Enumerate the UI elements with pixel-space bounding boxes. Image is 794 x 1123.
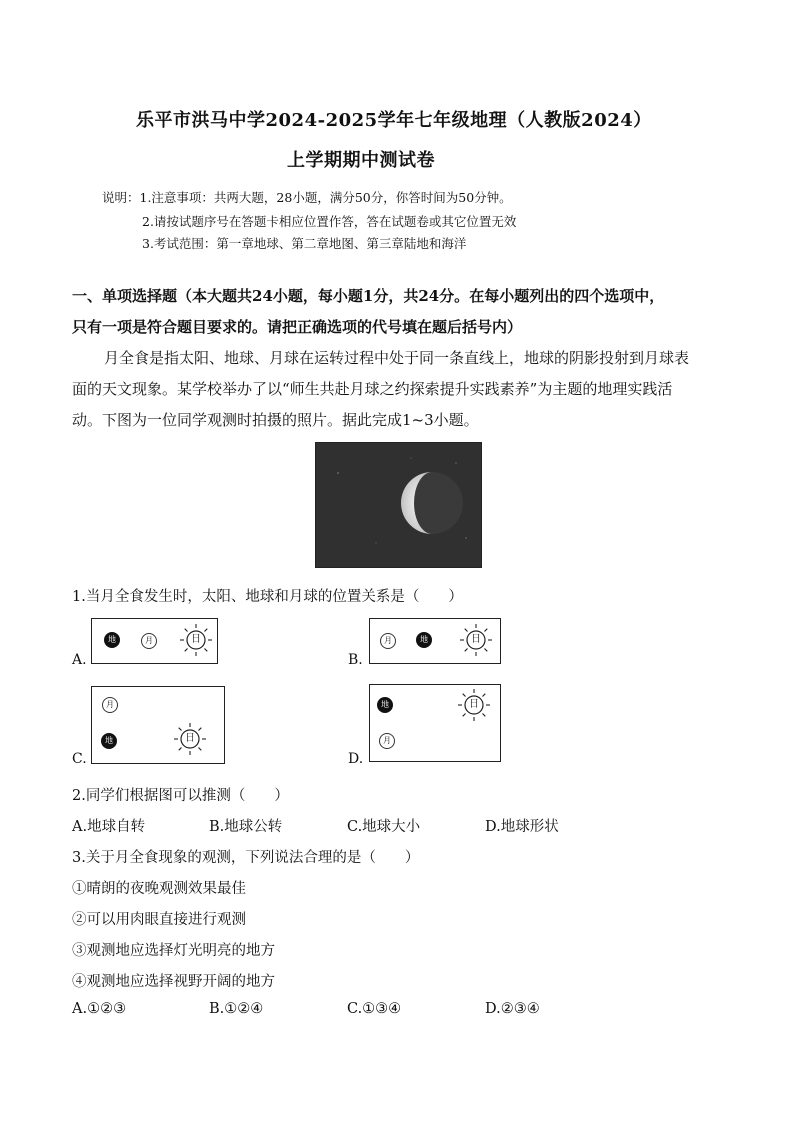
- q2-option-b[interactable]: B.地球公转: [209, 819, 283, 835]
- moon-icon: 月: [141, 633, 157, 649]
- q3-option-d[interactable]: D.②③④: [485, 1001, 540, 1017]
- q3-statement-3: ③观测地应选择灯光明亮的地方: [72, 943, 275, 959]
- note-line-2: 2.请按试题序号在答题卡相应位置作答，答在试题卷或其它位置无效: [142, 214, 517, 229]
- option-a-diagram[interactable]: [91, 618, 218, 664]
- option-b-diagram[interactable]: [369, 618, 501, 664]
- q2-option-d[interactable]: D.地球形状: [485, 819, 559, 835]
- moon-icon: 月: [380, 633, 396, 649]
- q3-option-a[interactable]: A.①②③: [72, 1001, 127, 1017]
- earth-icon: 地: [104, 632, 120, 648]
- sun-label: 日: [471, 634, 481, 645]
- q3-statement-4: ④观测地应选择视野开阔的地方: [72, 974, 275, 990]
- lunar-eclipse-photo: [315, 442, 482, 568]
- crescent-moon-image: [316, 443, 481, 567]
- earth-icon: 地: [416, 632, 432, 648]
- q3-option-c[interactable]: C.①③④: [347, 1001, 402, 1017]
- option-d-diagram[interactable]: [369, 684, 501, 762]
- option-d-label[interactable]: D.: [348, 751, 364, 767]
- q3-statement-2: ②可以用肉眼直接进行观测: [72, 912, 246, 928]
- option-b-label[interactable]: B.: [348, 652, 363, 668]
- option-c-diagram[interactable]: [91, 686, 225, 764]
- sun-label: 日: [191, 634, 201, 645]
- moon-icon: 月: [379, 733, 395, 749]
- sun-label: 日: [185, 733, 195, 744]
- q3-statement-1: ①晴朗的夜晚观测效果最佳: [72, 881, 246, 897]
- passage-line3: 动。下图为一位同学观测时拍摄的照片。据此完成1~3小题。: [72, 411, 479, 429]
- option-c-label[interactable]: C.: [72, 751, 87, 767]
- option-a-label[interactable]: A.: [72, 652, 87, 668]
- q2-option-c[interactable]: C.地球大小: [347, 819, 421, 835]
- note-line-3: 3.考试范围：第一章地球、第二章地图、第三章陆地和海洋: [142, 236, 467, 251]
- earth-icon: 地: [377, 697, 393, 713]
- exam-title-line2: 上学期期中测试卷: [287, 150, 435, 171]
- question-1-stem: 1.当月全食发生时，太阳、地球和月球的位置关系是（ ）: [72, 589, 463, 605]
- note-line-1: 说明：1.注意事项：共两大题，28小题，满分50分，你答时间为50分钟。: [102, 190, 512, 205]
- passage-line1: 月全食是指太阳、地球、月球在运转过程中处于同一条直线上，地球的阴影投射到月球表: [104, 349, 690, 367]
- earth-icon: 地: [101, 733, 117, 749]
- sun-label: 日: [469, 699, 479, 710]
- question-3-stem: 3.关于月全食现象的观测，下列说法合理的是（ ）: [72, 850, 420, 866]
- moon-icon: 月: [102, 697, 118, 713]
- q3-option-b[interactable]: B.①②④: [209, 1001, 264, 1017]
- passage-line2: 面的天文现象。某学校举办了以“师生共赴月球之约探索提升实践素养”为主题的地理实践活: [72, 380, 673, 398]
- section-heading-line2: 只有一项是符合题目要求的。请把正确选项的代号填在题后括号内）: [72, 318, 523, 336]
- question-2-stem: 2.同学们根据图可以推测（ ）: [72, 788, 289, 804]
- exam-title-line1: 乐平市洪马中学2024-2025学年七年级地理（人教版2024）: [136, 110, 652, 131]
- q2-option-a[interactable]: A.地球自转: [72, 819, 146, 835]
- section-heading-line1: 一、单项选择题（本大题共24小题，每小题1分，共24分。在每小题列出的四个选项中，: [72, 287, 665, 305]
